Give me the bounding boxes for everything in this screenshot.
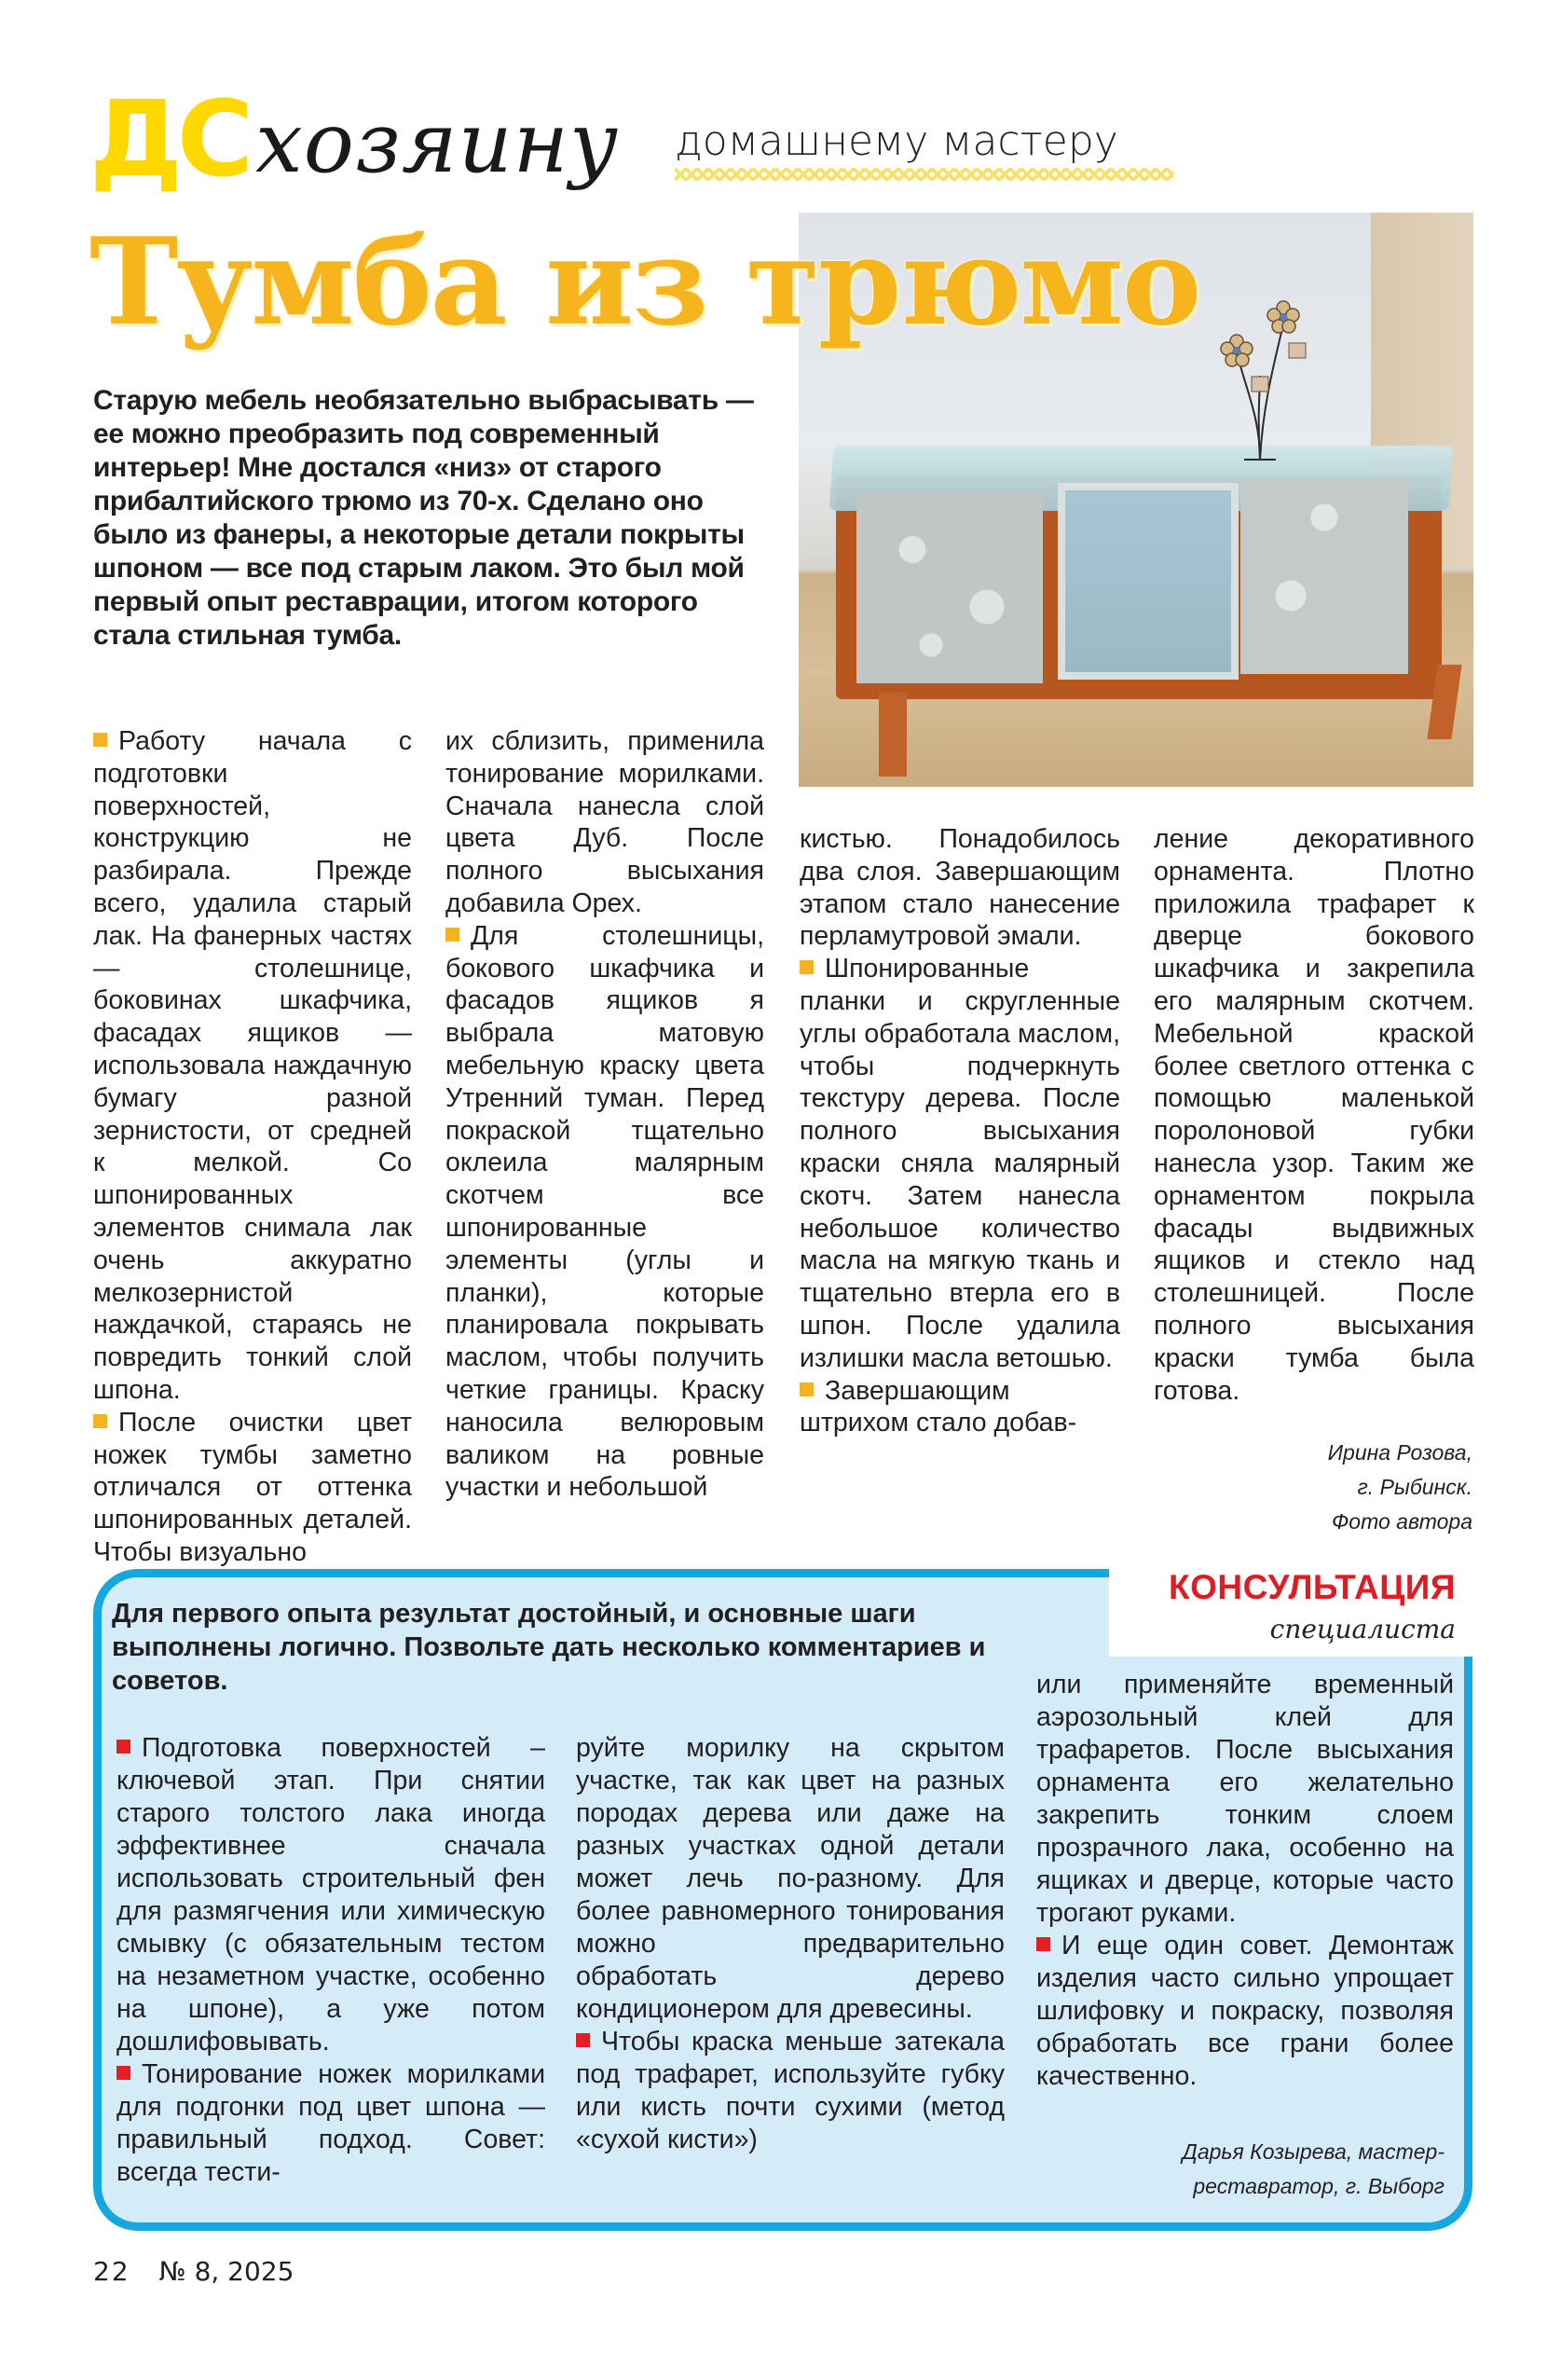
- paragraph: их сблизить, применила тонирование морилками. Сначала нанесла слой цвета Дуб. После полного высыхания добавила Орех.: [445, 726, 764, 918]
- subsection-title: домашнему мастеру: [675, 117, 1118, 165]
- consultation-title: КОНСУЛЬТАЦИЯ: [1169, 1568, 1456, 1606]
- author-city: г. Рыбинск.: [1357, 1475, 1472, 1499]
- consultant-byline: [1034, 2135, 1445, 2204]
- consultant-role-city: реставратор, г. Выборг: [1193, 2174, 1445, 2198]
- paragraph: руйте морилку на скрытом участке, так как цвет на разных породах дерева или даже на разных участках одной детали может лечь по-разному. Для более равномерного тонирования можно предварительно обработать дерево кондиционером для древесины.: [576, 1733, 1005, 2024]
- consultant-name: Дарья Козырева, мастер-: [1182, 2139, 1445, 2164]
- square-bullet-icon: [800, 960, 814, 974]
- page-number: 22: [93, 2256, 130, 2287]
- issue-number: № 8, 2025: [158, 2256, 294, 2287]
- paragraph: или применяйте временный аэрозольный клей для трафаретов. После высыхания орнамента его желательно закрепить тонким слоем прозрачного лака, особенно на ящиках и дверце, которые часто трогают руками.: [1036, 1670, 1454, 1928]
- consultation-column-3: [1036, 1669, 1454, 2093]
- paragraph: Чтобы краска меньше затекала под трафарет, используйте губку или кисть почти сухими (метод «сухой кисти»): [576, 2027, 1005, 2154]
- paragraph: Работу начала с подготовки поверхностей, конструкцию не разбирала. Прежде всего, удалила старый лак. На фанерных частях — столешнице, боковинах шкафчика, фасадах ящиков — использовала наждачную бумагу разной зернистости, от средней к мелкой. Со шпонированных элементов снимала лак очень аккуратно мелкозернистой наждачкой, стараясь не повредить тонкий слой шпона.: [93, 726, 412, 1405]
- article-column-1: [93, 725, 412, 1569]
- article-column-3: [800, 823, 1120, 1439]
- cabinet-leg: [879, 693, 907, 777]
- paragraph: кистью. Понадобилось два слоя. Завершающим этапом стало нанесение перламутровой эмали.: [800, 824, 1120, 952]
- square-bullet-icon: [1036, 1937, 1050, 1951]
- paragraph: Шпонированные планки и скругленные углы обработала маслом, чтобы подчеркнуть текстуру дерева. После полного высыхания краски сняла малярный скотч. Затем нанесла небольшое количество масла на мягкую ткань и тщательно втерла его в шпон. После удалила излишки масла ветошью.: [800, 954, 1120, 1373]
- paragraph: Завершающим штрихом стало добав-: [800, 1375, 1077, 1438]
- zigzag-underline: [675, 168, 1173, 181]
- paragraph: Тонирование ножек морилками для подгонки под цвет шпона — правильный подход. Совет: всегда тести-: [116, 2059, 545, 2187]
- paragraph: Для столешницы, бокового шкафчика и фасадов ящиков я выбрала матовую мебельную краску цвета Утренний туман. Перед покраской тщательно оклеила малярным скотчем все шпонированные элементы (углы и планки), которые планировала покрывать маслом, чтобы получить четкие границы. Краску наносила велюровым валиком на ровные участки и небольшой: [445, 920, 764, 1503]
- photo-credit: Фото автора: [1332, 1509, 1472, 1534]
- article-headline: Тумба из трюмо: [89, 213, 1200, 352]
- square-bullet-icon: [445, 928, 459, 942]
- paragraph: После очистки цвет ножек тумбы заметно отличался от оттенка шпонированных деталей. Чтобы визуально: [93, 1407, 412, 1567]
- article-column-2: [445, 725, 764, 1504]
- author-name: Ирина Розова,: [1327, 1440, 1472, 1465]
- paragraph: И еще один совет. Демонтаж изделия часто сильно упрощает шлифовку и покраску, позволяя обработать все грани более качественно.: [1036, 1931, 1454, 2091]
- square-bullet-icon: [116, 2066, 130, 2080]
- square-bullet-icon: [93, 733, 107, 747]
- consultation-subtitle: специалиста: [1269, 1614, 1456, 1644]
- page-footer: [93, 2256, 294, 2288]
- article-lead: Старую мебель необязательно выбрасывать — ее можно преобразить под современный интерьер! Мне достался «низ» от старого прибалтийского трюмо из 70-х. Сделано оно было из фанеры, а некоторые детали покрыты шпоном — все под старым лаком. Это был мой первый опыт реставрации, итогом которого стала стильная тумба.: [93, 385, 754, 651]
- paragraph: Подготовка поверхностей – ключевой этап. При снятии старого толстого лака иногда эффективнее сначала использовать строительный фен для размягчения или химическую смывку (с обязательным тестом на незаметном участке, особенно на шпоне), а уже потом дошлифовывать.: [116, 1733, 545, 2057]
- consultation-column-1: [116, 1732, 545, 2189]
- consultation-intro: Для первого опыта результат достойный, и основные шаги выполнены логично. Позвольте дать несколько комментариев и советов.: [112, 1599, 986, 1696]
- article-column-4: [1154, 823, 1474, 1407]
- drawers: [1240, 478, 1408, 674]
- article-byline: [1165, 1436, 1472, 1539]
- cabinet-door: [856, 492, 1043, 683]
- square-bullet-icon: [116, 1740, 130, 1754]
- paragraph: ление декоративного орнамента. Плотно приложила трафарет к дверце бокового шкафчика и закрепила его малярным скотчем. Мебельной краской более светлого оттенка с помощью маленькой поролоновой губки нанесла узор. Таким же орнаментом покрыла фасады выдвижных ящиков и стекло над столешницей. После полного высыхания краски тумба была готова.: [1154, 824, 1474, 1406]
- square-bullet-icon: [93, 1414, 107, 1428]
- square-bullet-icon: [576, 2033, 590, 2047]
- open-niche: [1058, 483, 1239, 680]
- flower-candleholder-icon: [1209, 287, 1311, 464]
- magazine-logo: ДС: [89, 79, 248, 200]
- square-bullet-icon: [800, 1383, 814, 1396]
- consultation-column-2: [576, 1732, 1005, 2156]
- section-title: хозяину: [255, 94, 620, 192]
- consultation-label: [1109, 1552, 1482, 1657]
